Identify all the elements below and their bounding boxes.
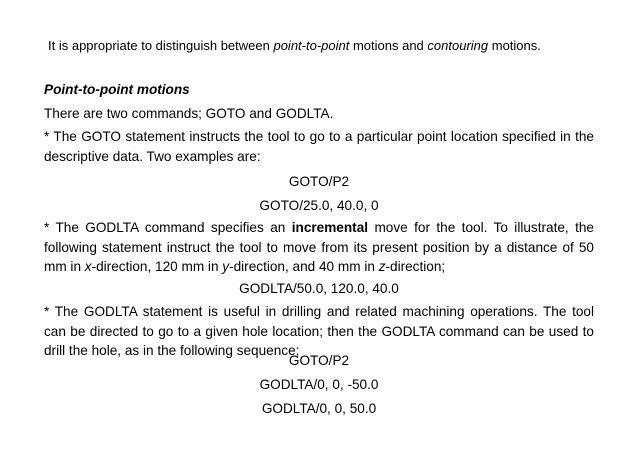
section-heading: Point-to-point motions <box>44 82 190 97</box>
intro-text: motions. <box>488 38 541 53</box>
godlta-term-incremental: incremental <box>291 220 369 235</box>
drilling-paragraph: * The GODLTA statement is useful in drilling and related machining operations. The tool can be directed to go to a given hole location; then the GODLTA command can be used to drill the hole, as in the following sequence; <box>44 304 594 358</box>
goto-paragraph: * The GOTO statement instructs the tool to go to a particular point location specified in the descriptive data. Two examples are: <box>44 129 594 164</box>
axis-z: z <box>378 259 386 274</box>
intro-term-point-to-point: point-to-point <box>273 38 350 53</box>
sequence-step-3: GODLTA/0, 0, 50.0 <box>261 401 377 416</box>
axis-y: y <box>222 259 230 274</box>
sequence-step-1: GOTO/P2 <box>288 353 350 368</box>
intro-text: motions and <box>349 38 428 53</box>
sequence-step-2: GODLTA/0, 0, -50.0 <box>259 377 379 392</box>
godlta-text: -direction, 120 mm in <box>91 259 223 274</box>
axis-x: x <box>84 259 92 274</box>
intro-text: It is appropriate to distinguish between <box>48 38 274 53</box>
godlta-text: * The GODLTA command specifies an <box>44 220 292 235</box>
goto-example-1: GOTO/P2 <box>288 174 350 189</box>
godlta-example: GODLTA/50.0, 120.0, 40.0 <box>239 281 399 296</box>
goto-example-2: GOTO/25.0, 40.0, 0 <box>259 198 379 213</box>
godlta-text: -direction, and 40 mm in <box>229 259 379 274</box>
intro-sentence <box>48 36 598 55</box>
godlta-paragraph <box>44 218 594 277</box>
godlta-text: -direction; <box>385 259 446 274</box>
two-commands-line: There are two commands; GOTO and GODLTA. <box>44 106 334 121</box>
godlta-text: move for the tool. To illustrate, the following statement instruct the tool to move from its present position by a distance of 50 mm in <box>44 220 594 274</box>
intro-term-contouring: contouring <box>427 38 489 53</box>
